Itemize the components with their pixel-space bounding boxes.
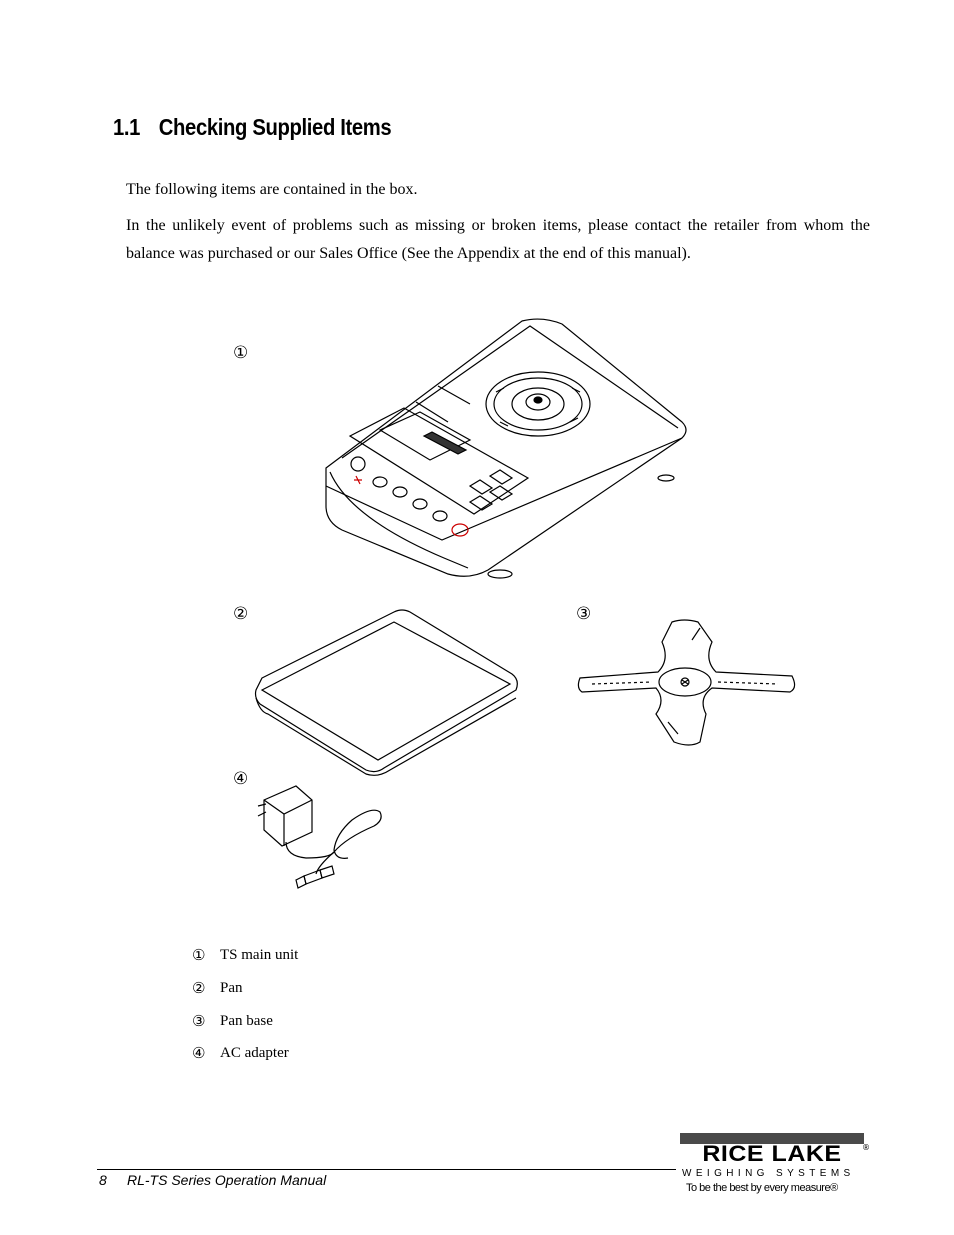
ac-adapter-icon [256,780,388,898]
pan-base-icon [572,618,798,748]
logo-name: RICE LAKE [702,1141,842,1167]
legend-number: ② [192,979,206,997]
footer-text [99,1172,326,1188]
section-title: Checking Supplied Items [158,114,392,140]
legend-item-ac-adapter [192,1042,289,1064]
section-heading [113,114,391,141]
page-number: 8 [99,1172,107,1188]
contact-paragraph: In the unlikely event of problems such as missing or broken items, please contact the retailer from whom the balance was purchased or our Sales Office (See the Appendix at the end of this manual). [126,217,870,262]
legend-number: ① [192,946,206,964]
marker-2: ② [233,604,249,624]
legend-item-main-unit [192,944,298,966]
logo-registered-mark: ® [862,1143,870,1152]
legend-label: Pan [220,979,243,996]
manual-title: RL-TS Series Operation Manual [127,1172,327,1188]
legend-label: Pan base [220,1012,273,1029]
legend-number: ④ [192,1044,206,1062]
legend-label: TS main unit [220,946,299,963]
legend-label: AC adapter [220,1044,289,1061]
logo-tagline: To be the best by every measure® [686,1182,838,1194]
legend-item-pan [192,977,243,999]
marker-3: ③ [576,604,592,624]
rice-lake-logo [676,1133,872,1197]
logo-subtitle: WEIGHING SYSTEMS [682,1168,855,1179]
legend-item-pan-base [192,1010,273,1032]
intro-paragraph: The following items are contained in the box. [126,181,418,198]
marker-1: ① [233,343,249,363]
marker-4: ④ [233,769,249,789]
pan-icon [254,608,522,774]
legend-number: ③ [192,1012,206,1030]
section-number: 1.1 [113,114,141,140]
scale-main-unit-icon [320,318,700,588]
